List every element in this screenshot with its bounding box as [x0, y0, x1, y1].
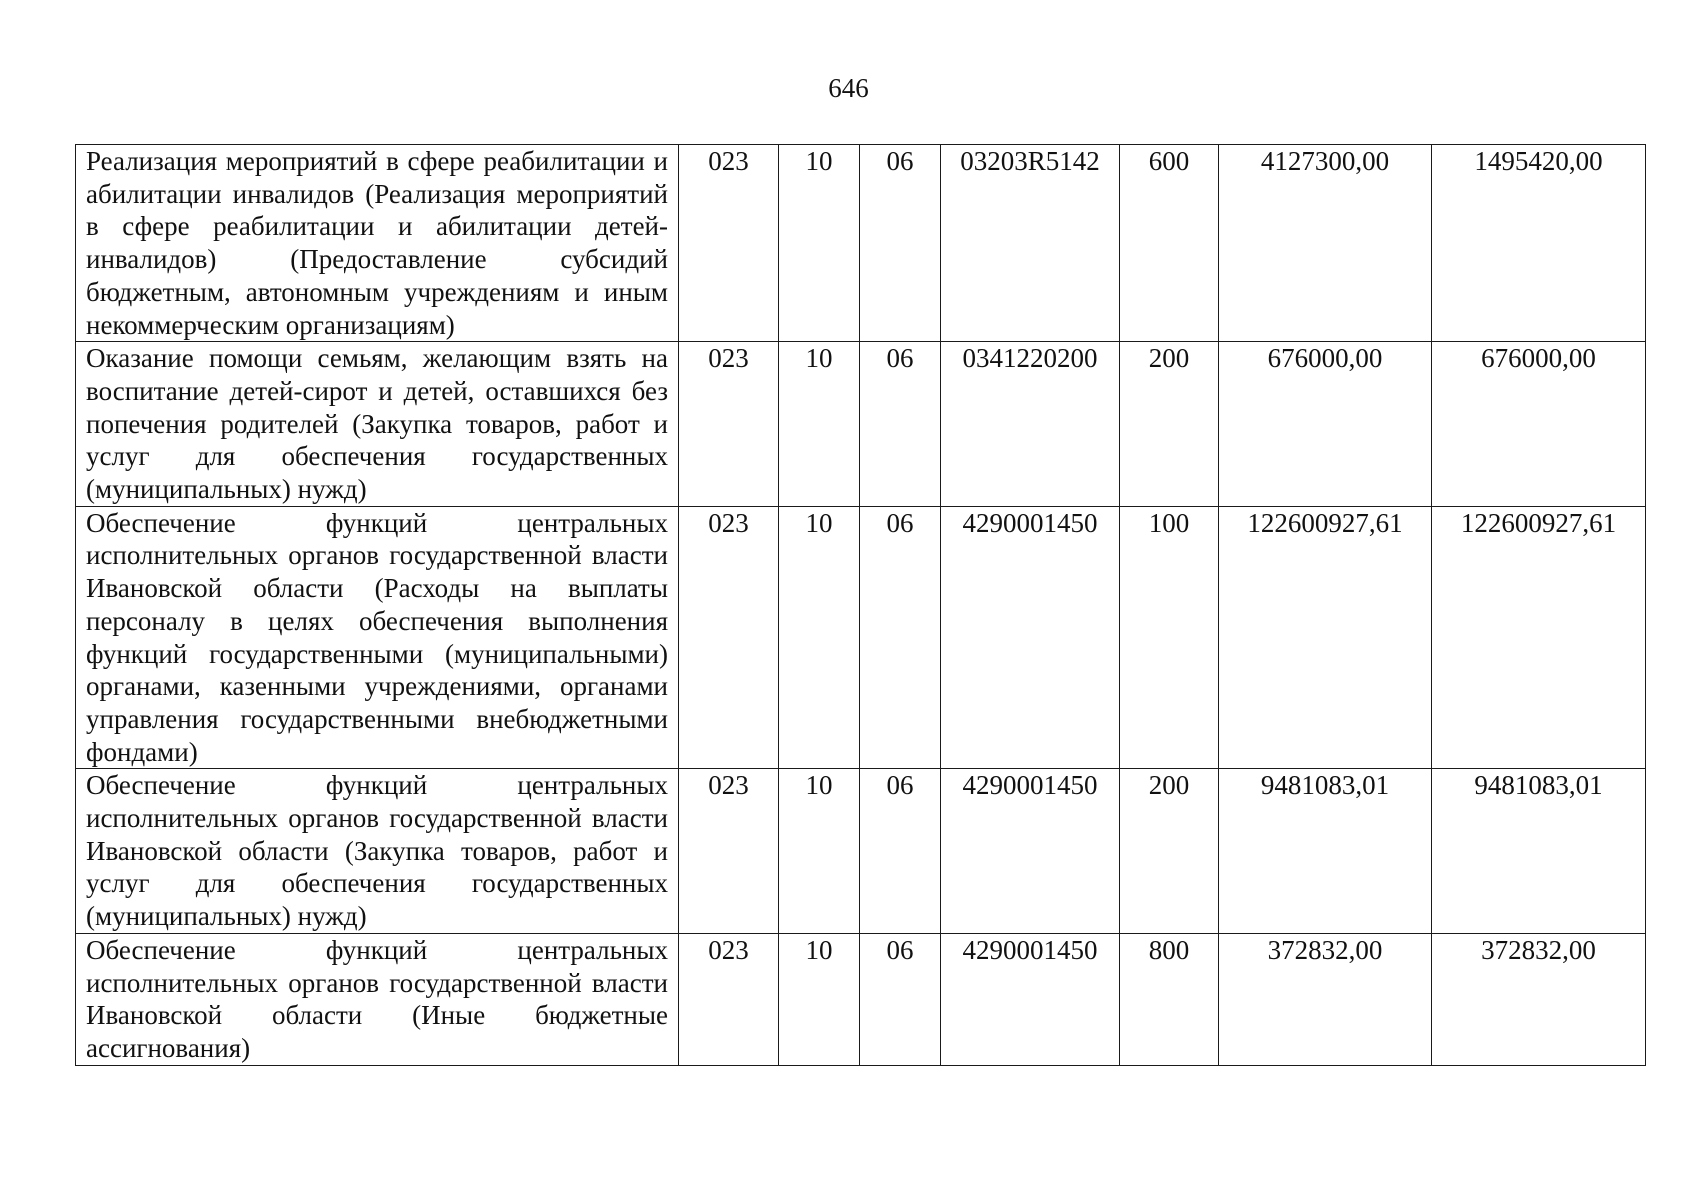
row-description: Обеспечение функций центральных исполнительных органов государственной власти Ивановской области (Иные бюджетные ассигнования): [76, 933, 679, 1065]
row-description: Обеспечение функций центральных исполнительных органов государственной власти Ивановской области (Закупка товаров, работ и услуг для обеспечения государственных (муниципальных) нужд): [76, 769, 679, 934]
table-row: [76, 933, 1646, 1065]
row-amount-2: 122600927,61: [1432, 506, 1646, 769]
row-target-article-code: 4290001450: [941, 769, 1120, 934]
row-target-article-code: 4290001450: [941, 506, 1120, 769]
row-section-code: 10: [779, 769, 860, 934]
row-subsection-code: 06: [860, 933, 941, 1065]
table-row: [76, 506, 1646, 769]
row-target-article-code: 0341220200: [941, 342, 1120, 507]
row-description: Обеспечение функций центральных исполнительных органов государственной власти Ивановской области (Расходы на выплаты персоналу в целях обеспечения выполнения функций государственными (муниципальными) органами, казенными учреждениями, органами управления государственными внебюджетными фондами): [76, 506, 679, 769]
row-section-code: 10: [779, 933, 860, 1065]
row-section-code: 10: [779, 506, 860, 769]
row-amount-1: 9481083,01: [1219, 769, 1432, 934]
row-gr-code: 023: [679, 342, 779, 507]
row-gr-code: 023: [679, 506, 779, 769]
row-target-article-code: 4290001450: [941, 933, 1120, 1065]
row-expense-type-code: 600: [1120, 145, 1219, 342]
budget-table: [75, 144, 1646, 1066]
row-amount-1: 372832,00: [1219, 933, 1432, 1065]
row-subsection-code: 06: [860, 145, 941, 342]
row-gr-code: 023: [679, 933, 779, 1065]
table-row: [76, 769, 1646, 934]
row-amount-1: 122600927,61: [1219, 506, 1432, 769]
row-section-code: 10: [779, 342, 860, 507]
row-amount-1: 4127300,00: [1219, 145, 1432, 342]
row-section-code: 10: [779, 145, 860, 342]
row-target-article-code: 03203R5142: [941, 145, 1120, 342]
page-number: 646: [828, 73, 869, 103]
row-subsection-code: 06: [860, 506, 941, 769]
row-amount-2: 9481083,01: [1432, 769, 1646, 934]
row-expense-type-code: 800: [1120, 933, 1219, 1065]
row-subsection-code: 06: [860, 769, 941, 934]
row-subsection-code: 06: [860, 342, 941, 507]
row-expense-type-code: 200: [1120, 342, 1219, 507]
row-description: Оказание помощи семьям, желающим взять на воспитание детей-сирот и детей, оставшихся без попечения родителей (Закупка товаров, работ и услуг для обеспечения государственных (муниципальных) нужд): [76, 342, 679, 507]
row-gr-code: 023: [679, 769, 779, 934]
table-row: [76, 342, 1646, 507]
row-amount-2: 1495420,00: [1432, 145, 1646, 342]
row-description: Реализация мероприятий в сфере реабилитации и абилитации инвалидов (Реализация мероприятий в сфере реабилитации и абилитации детей-инвалидов) (Предоставление субсидий бюджетным, автономным учреждениям и иным некоммерческим организациям): [76, 145, 679, 342]
row-amount-1: 676000,00: [1219, 342, 1432, 507]
table-row: [76, 145, 1646, 342]
row-gr-code: 023: [679, 145, 779, 342]
row-amount-2: 372832,00: [1432, 933, 1646, 1065]
row-amount-2: 676000,00: [1432, 342, 1646, 507]
row-expense-type-code: 100: [1120, 506, 1219, 769]
row-expense-type-code: 200: [1120, 769, 1219, 934]
